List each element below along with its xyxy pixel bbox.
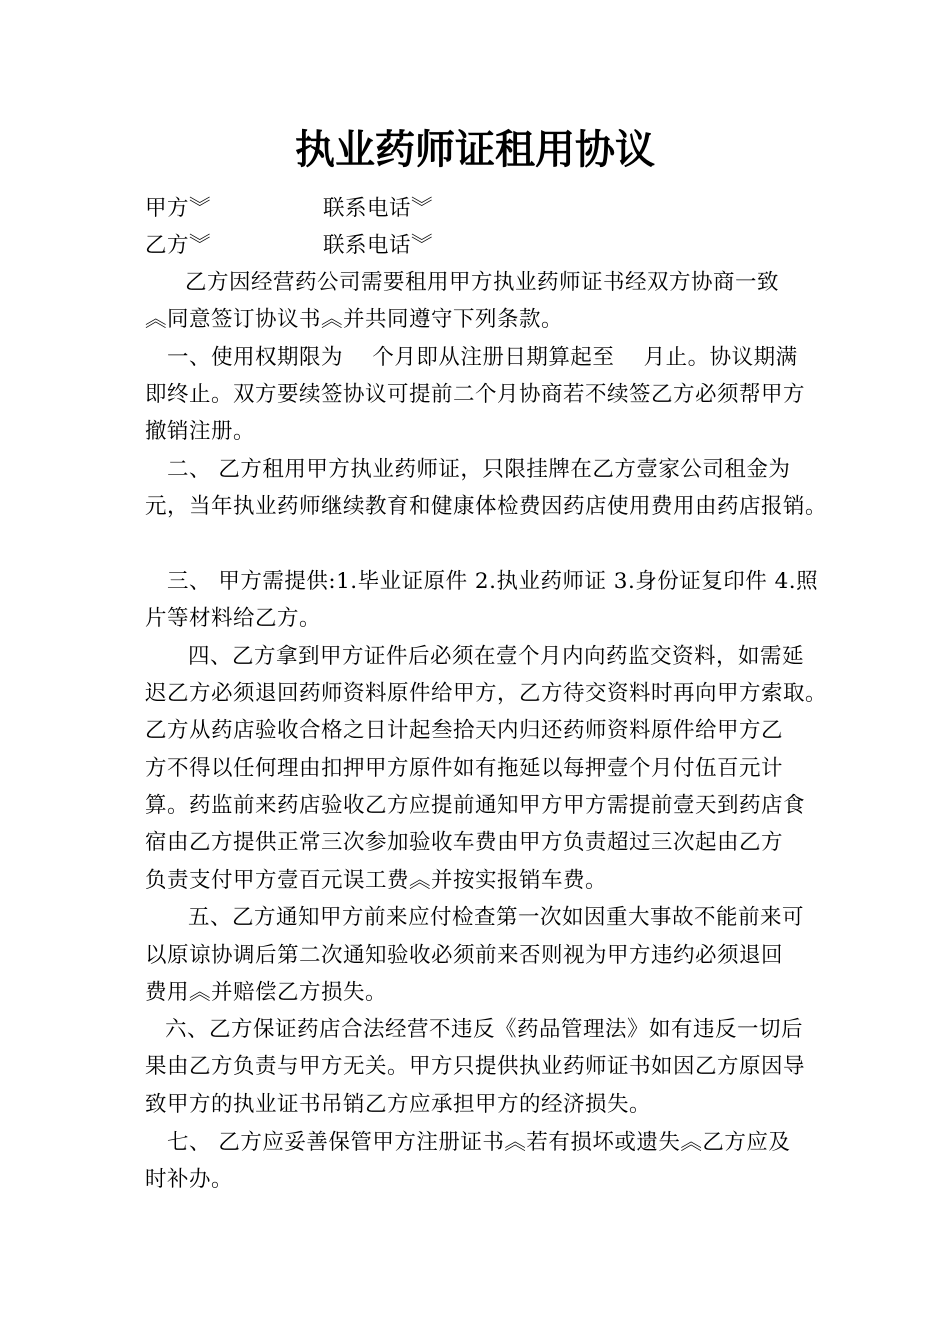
page-title: 执业药师证租用协议 [295, 127, 655, 173]
clause-6-line-3: 致甲方的执业证书吊销乙方应承担甲方的经济损失。 [145, 1092, 652, 1117]
clause-5-line-3: 费用︽并赔偿乙方损失。 [145, 980, 388, 1005]
clause-7-line-2: 时补办。 [145, 1167, 234, 1192]
clause-1-line-3: 撤销注册。 [145, 419, 256, 444]
party-a-line [145, 190, 433, 227]
clause-3-line-1: 三、 甲方需提供:1.毕业证原件 2.执业药师证 3.身份证复印件 4.照 [167, 569, 819, 594]
clause-3-line-2: 片等材料给乙方。 [145, 606, 322, 631]
clause-4-line-7: 负责支付甲方壹百元误工费︽并按实报销车费。 [145, 868, 608, 893]
clause-1-line-1: 一、使用权期限为 个月即从注册日期算起至 月止。协议期满 [167, 345, 798, 370]
clause-5-line-2: 以原谅协调后第二次通知验收必须前来否则视为甲方违约必须退回 [145, 943, 784, 968]
party-b-phone-label: 联系电话︾ [323, 233, 434, 258]
clause-6-line-2: 果由乙方负责与甲方无关。甲方只提供执业药师证书如因乙方原因导 [145, 1054, 806, 1079]
clause-5-line-1: 五、乙方通知甲方前来应付检查第一次如因重大事故不能前来可 [188, 905, 805, 930]
party-a-phone-label: 联系电话︾ [323, 196, 434, 221]
clause-4-line-3: 乙方从药店验收合格之日计起叁拾天内归还药师资料原件给甲方乙 [145, 718, 784, 743]
intro-line-2: ︽同意签订协议书︽并共同遵守下列条款。 [145, 307, 564, 332]
clause-7-line-1: 七、 乙方应妥善保管甲方注册证书︽若有损坏或遗失︽乙方应及 [167, 1130, 791, 1155]
clause-4-line-6: 宿由乙方提供正常三次参加验收车费由甲方负责超过三次起由乙方 [145, 830, 784, 855]
clause-2-line-1: 二、 乙方租用甲方执业药师证，只限挂牌在乙方壹家公司租金为 [167, 457, 791, 482]
clause-2-line-2: 元，当年执业药师继续教育和健康体检费因药店使用费用由药店报销。 [145, 494, 828, 519]
clause-4-line-2: 迟乙方必须退回药师资料原件给甲方，乙方待交资料时再向甲方索取。 [145, 681, 828, 706]
clause-6-line-1: 六、乙方保证药店合法经营不违反《药品管理法》如有违反一切后 [165, 1017, 804, 1042]
clause-4-line-1: 四、乙方拿到甲方证件后必须在壹个月内向药监交资料，如需延 [188, 644, 805, 669]
party-a-label: 甲方︾ [145, 196, 212, 221]
party-b-label: 乙方︾ [145, 233, 212, 258]
clause-1-line-2: 即终止。双方要续签协议可提前二个月协商若不续签乙方必须帮甲方 [145, 382, 806, 407]
intro-line-1: 乙方因经营药公司需要租用甲方执业药师证书经双方协商一致 [185, 270, 780, 295]
clause-4-line-4: 方不得以任何理由扣押甲方原件如有拖延以每押壹个月付伍百元计 [145, 756, 784, 781]
clause-4-line-5: 算。药监前来药店验收乙方应提前通知甲方甲方需提前壹天到药店食 [145, 793, 806, 818]
party-b-line [145, 227, 433, 264]
